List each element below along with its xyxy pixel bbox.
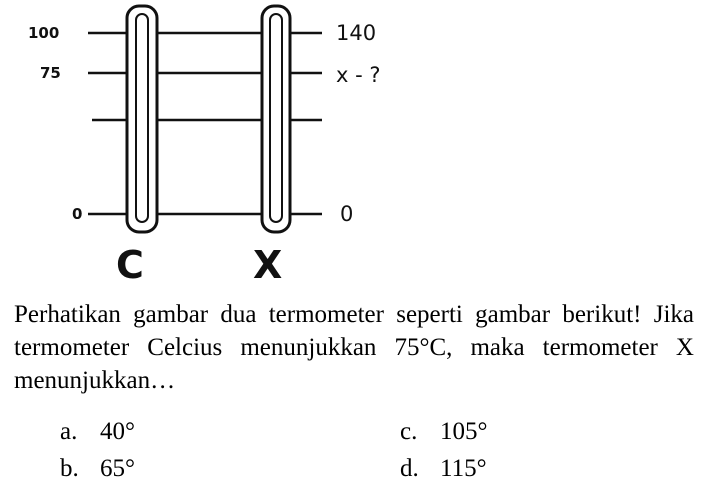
x-scale-bottom-label: 0 bbox=[340, 202, 354, 226]
option-d[interactable] bbox=[400, 455, 487, 483]
option-b[interactable] bbox=[60, 455, 135, 483]
c-scale-bottom-label: 0 bbox=[72, 205, 83, 223]
option-letter: b. bbox=[60, 455, 79, 482]
option-a[interactable] bbox=[60, 418, 135, 446]
option-letter: d. bbox=[400, 455, 419, 482]
thermometer-c-name: C bbox=[116, 243, 144, 287]
option-value: 105° bbox=[440, 418, 488, 445]
c-scale-mid-label: 75 bbox=[40, 64, 61, 82]
option-value: 65° bbox=[100, 455, 135, 482]
thermometer-c bbox=[127, 6, 157, 232]
thermometer-x bbox=[262, 6, 290, 232]
option-value: 40° bbox=[100, 418, 135, 445]
option-letter: c. bbox=[400, 418, 418, 445]
x-scale-mid-label: x - ? bbox=[336, 63, 381, 87]
thermometer-x-name: X bbox=[253, 243, 283, 287]
option-letter: a. bbox=[60, 418, 78, 445]
option-value: 115° bbox=[440, 455, 487, 482]
question-text: Perhatikan gambar dua termometer seperti gambar berikut! Jika termometer Celcius menunjukkan 75°C, maka termometer X menunjukkan… bbox=[14, 301, 694, 394]
c-scale-top-label: 100 bbox=[28, 24, 60, 42]
x-scale-top-label: 140 bbox=[336, 21, 377, 45]
option-c[interactable] bbox=[400, 418, 488, 446]
